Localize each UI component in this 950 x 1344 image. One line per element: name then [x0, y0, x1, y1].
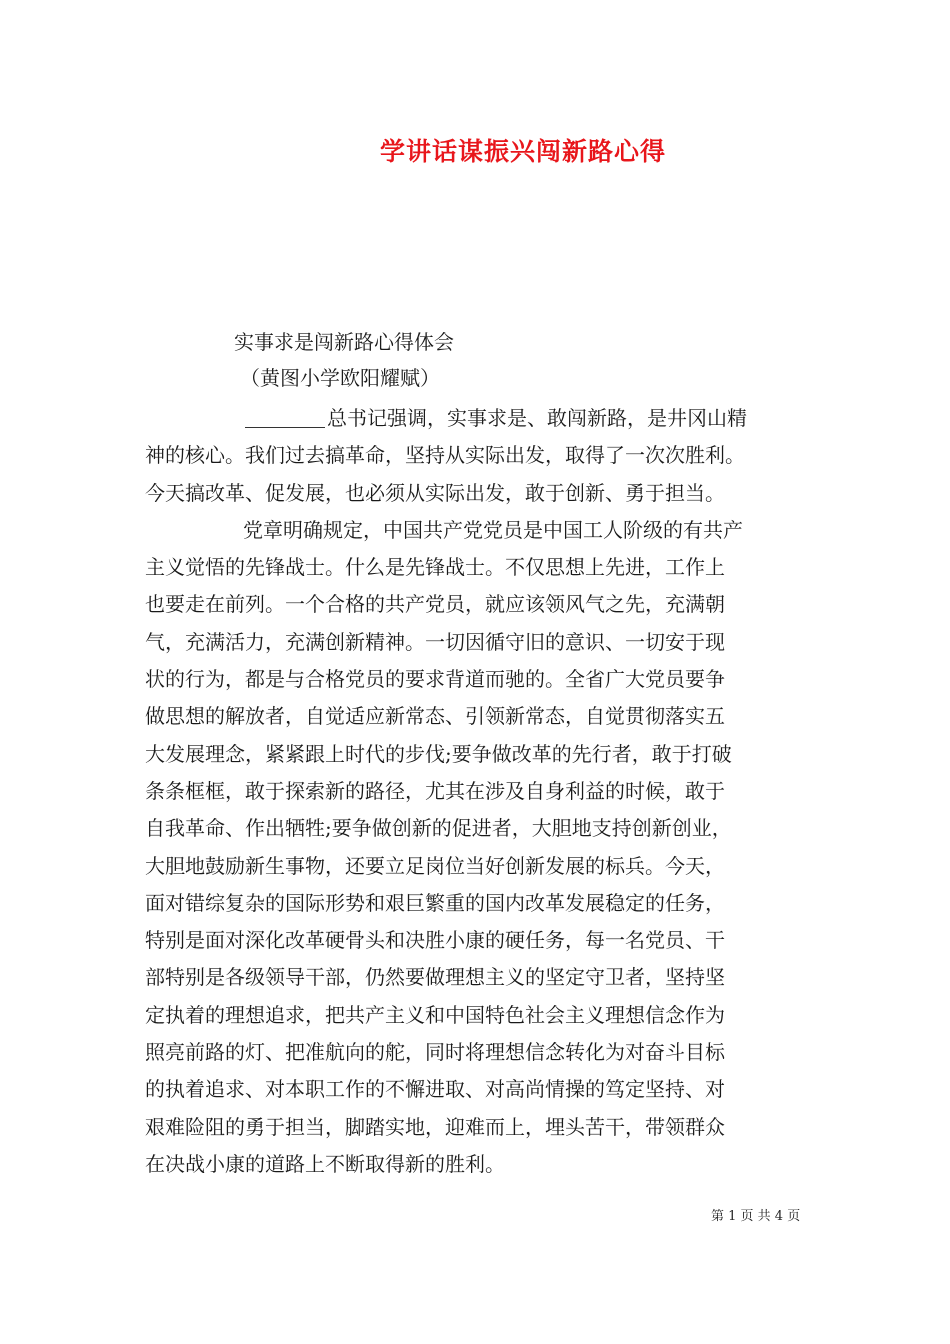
- paragraph-line: 大发展理念，紧紧跟上时代的步伐;要争做改革的先行者，敢于打破: [145, 741, 732, 766]
- paragraph-line: 总书记强调，实事求是、敢闯新路，是井冈山精: [145, 400, 825, 437]
- paragraph-line: 面对错综复杂的国际形势和艰巨繁重的国内改革发展稳定的任务，: [145, 890, 725, 915]
- paragraph-line: 条条框框，敢于探索新的路径，尤其在涉及自身利益的时候，敢于: [145, 778, 725, 803]
- document-body: [145, 400, 825, 1183]
- paragraph-line: 做思想的解放者，自觉适应新常态、引领新常态，自觉贯彻落实五: [145, 704, 725, 729]
- paragraph-line: 照亮前路的灯、把准航向的舵，同时将理想信念转化为对奋斗目标: [145, 1040, 725, 1065]
- paragraph-line: 状的行为，都是与合格党员的要求背道而驰的。全省广大党员要争: [145, 667, 725, 692]
- paragraph-line: 在决战小康的道路上不断取得新的胜利。: [145, 1151, 505, 1176]
- paragraph-line: 艰难险阻的勇于担当，脚踏实地，迎难而上，埋头苦干，带领群众: [145, 1114, 725, 1139]
- document-subtitle: 实事求是闯新路心得体会: [234, 330, 454, 354]
- paragraph-line: 自我革命、作出牺牲;要争做创新的促进者，大胆地支持创新创业，: [145, 816, 732, 841]
- paragraph-line: 也要走在前列。一个合格的共产党员，就应该领风气之先，充满朝: [145, 592, 725, 617]
- paragraph-line: 定执着的理想追求，把共产主义和中国特色社会主义理想信念作为: [145, 1002, 725, 1027]
- paragraph-line: 大胆地鼓励新生事物，还要立足岗位当好创新发展的标兵。今天，: [145, 853, 725, 878]
- paragraph-line: 党章明确规定，中国共产党党员是中国工人阶级的有共产: [243, 517, 743, 542]
- document-title: 学讲话谋振兴闯新路心得: [380, 137, 667, 166]
- paragraph-1: [145, 400, 825, 512]
- paragraph-line: 部特别是各级领导干部，仍然要做理想主义的坚定守卫者，坚持坚: [145, 965, 725, 990]
- paragraph-line: 的执着追求、对本职工作的不懈进取、对高尚情操的笃定坚持、对: [145, 1077, 725, 1102]
- paragraph-line: 今天搞改革、促发展，也必须从实际出发，敢于创新、勇于担当。: [145, 480, 725, 505]
- document-author: （黄图小学欧阳耀赋）: [240, 366, 440, 390]
- paragraph-line: 特别是面对深化改革硬骨头和决胜小康的硬任务，每一名党员、干: [145, 928, 725, 953]
- paragraph-line: 神的核心。我们过去搞革命，坚持从实际出发，取得了一次次胜利。: [145, 443, 745, 468]
- fill-in-blank: [245, 405, 325, 428]
- page-number: 第 1 页 共 4 页: [711, 1209, 801, 1224]
- paragraph-line: 主义觉悟的先锋战士。什么是先锋战士。不仅思想上先进，工作上: [145, 555, 725, 580]
- paragraph-line: 气，充满活力，充满创新精神。一切因循守旧的意识、一切安于现: [145, 629, 725, 654]
- paragraph-2: [145, 512, 825, 1183]
